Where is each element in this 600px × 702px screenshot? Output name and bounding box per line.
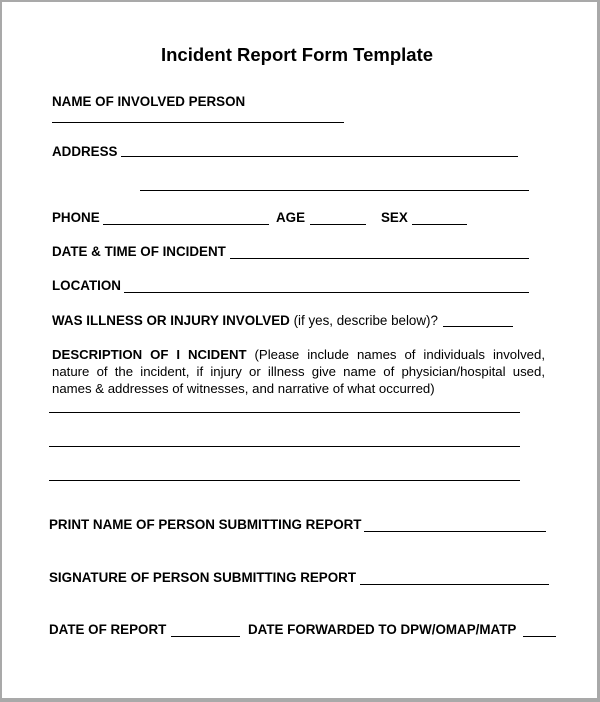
date-of-report-field[interactable]: [171, 636, 240, 637]
age-label: AGE: [276, 210, 306, 225]
name-of-involved-person-field[interactable]: [52, 122, 344, 123]
date-of-report-label: DATE OF REPORT: [49, 622, 167, 637]
illness-injury-question: [52, 313, 438, 329]
page-title: Incident Report Form Template: [160, 44, 434, 65]
phone-label: PHONE: [52, 210, 100, 225]
date-time-of-incident-label: DATE & TIME OF INCIDENT: [52, 244, 226, 259]
address-label: ADDRESS: [52, 144, 118, 159]
date-forwarded-label: DATE FORWARDED TO DPW/OMAP/MATP: [248, 622, 517, 637]
signature-submitter-field[interactable]: [360, 584, 549, 585]
address-field-line-2[interactable]: [140, 190, 529, 191]
location-field[interactable]: [124, 292, 529, 293]
description-field-line-3[interactable]: [49, 480, 520, 481]
location-label: LOCATION: [52, 278, 121, 293]
description-line-1: [52, 346, 545, 363]
description-hint-2: nature of the incident, if injury or illness give name of physician/hospital used,: [52, 364, 545, 379]
age-field[interactable]: [310, 224, 366, 225]
date-forwarded-field[interactable]: [523, 636, 556, 637]
date-time-of-incident-field[interactable]: [230, 258, 529, 259]
address-field-line-1[interactable]: [121, 156, 518, 157]
description-label: DESCRIPTION OF I NCIDENT: [52, 347, 247, 362]
sex-field[interactable]: [412, 224, 467, 225]
signature-submitter-label: SIGNATURE OF PERSON SUBMITTING REPORT: [49, 570, 357, 585]
description-instructions: [52, 346, 545, 397]
description-hint-3: names & addresses of witnesses, and narrative of what occurred): [52, 381, 435, 396]
description-field-line-1[interactable]: [49, 412, 520, 413]
illness-injury-hint: (if yes, describe below)?: [293, 313, 438, 328]
print-name-submitter-field[interactable]: [364, 531, 546, 532]
description-hint-1: (Please include names of individuals involved,: [254, 347, 546, 362]
name-of-involved-person-label: NAME OF INVOLVED PERSON: [52, 94, 246, 109]
phone-field[interactable]: [103, 224, 269, 225]
print-name-submitter-label: PRINT NAME OF PERSON SUBMITTING REPORT: [49, 517, 362, 532]
illness-injury-field[interactable]: [443, 326, 513, 327]
description-field-line-2[interactable]: [49, 446, 520, 447]
sex-label: SEX: [381, 210, 408, 225]
illness-injury-label: WAS ILLNESS OR INJURY INVOLVED: [52, 313, 290, 328]
